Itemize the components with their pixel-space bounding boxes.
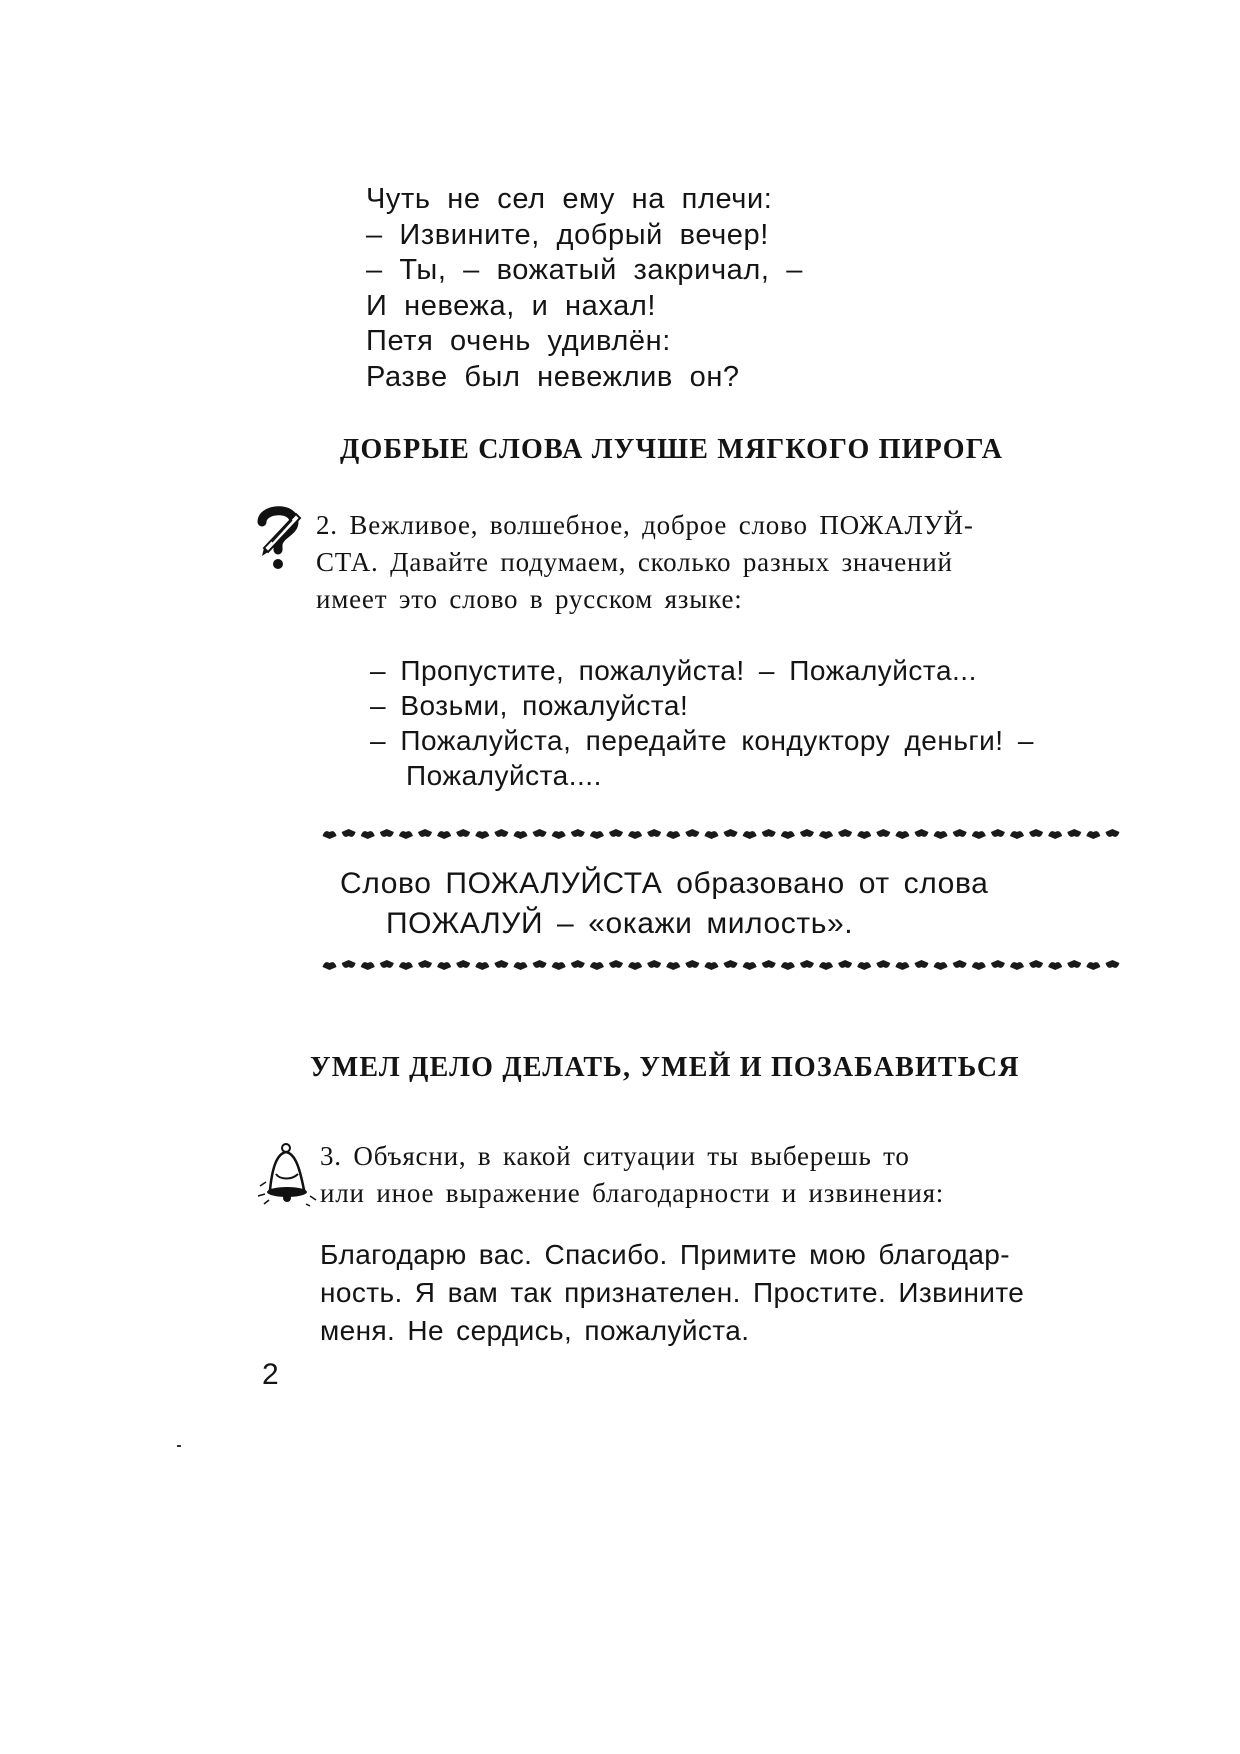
section-heading-kind-words: ДОБРЫЕ СЛОВА ЛУЧШЕ МЯГКОГО ПИРОГА [340, 434, 1004, 465]
ornament-mark [915, 829, 929, 837]
ornament-mark [991, 829, 1005, 837]
ornament-mark [552, 962, 566, 970]
ornament-mark [361, 831, 375, 839]
ornament-mark [781, 962, 795, 970]
task-3-text [320, 1138, 1140, 1212]
rule-box [340, 864, 1120, 944]
ornament-mark [895, 831, 909, 839]
ornament-mark [609, 960, 623, 968]
poem-line: Петя очень удивлён: [366, 325, 671, 357]
phrases-line: Благодарю вас. Спасибо. Примите мою благодар- [320, 1239, 1010, 1270]
ornament-mark [437, 962, 451, 970]
ornament-mark [399, 831, 413, 839]
phrases-line: меня. Не сердись, пожалуйста. [320, 1315, 750, 1346]
ornament-mark [666, 831, 680, 839]
ornament-mark [819, 831, 833, 839]
ornament-mark [685, 960, 699, 968]
ornament-mark [533, 960, 547, 968]
phrases [320, 1236, 1140, 1350]
ornament-mark [876, 960, 890, 968]
ornament-mark [533, 829, 547, 837]
ornament-mark [1048, 962, 1062, 970]
ornament-mark [876, 829, 890, 837]
ornament-mark [972, 962, 986, 970]
dialogue [370, 653, 1034, 793]
ornament-mark [972, 831, 986, 839]
ornament-mark [494, 829, 508, 837]
ornament-mark [475, 962, 489, 970]
ornament-mark [647, 829, 661, 837]
poem-line: – Ты, – вожатый закричал, – [366, 254, 803, 286]
ornament-mark [685, 829, 699, 837]
task-2-text [316, 507, 1136, 618]
task-line: или иное выражение благодарности и извинения: [320, 1178, 945, 1208]
ornament-mark [628, 962, 642, 970]
dialogue-line: – Возьми, пожалуйста! [370, 690, 689, 721]
ornament-mark [934, 962, 948, 970]
dialogue-line: – Пожалуйста, передайте кондуктору деньги! – [370, 725, 1034, 756]
ornament-mark [1105, 960, 1119, 968]
ornament-mark [1048, 831, 1062, 839]
ornament-mark [800, 829, 814, 837]
ornament-mark [781, 831, 795, 839]
ornament-mark [380, 960, 394, 968]
ornament-mark [838, 829, 852, 837]
ornament-mark [838, 960, 852, 968]
ornament-mark [666, 962, 680, 970]
ornament-mark [380, 829, 394, 837]
ornament-mark [342, 960, 356, 968]
ornament-mark [1067, 960, 1081, 968]
ornament-mark [1029, 960, 1043, 968]
ornament-mark [418, 829, 432, 837]
ornament-mark [953, 829, 967, 837]
scan-speck [177, 1445, 181, 1447]
ornament-mark [571, 829, 585, 837]
ornament-mark [857, 831, 871, 839]
ornament-mark [514, 831, 528, 839]
ornament-mark [399, 962, 413, 970]
ornament-mark [1086, 831, 1100, 839]
ornament-mark [475, 831, 489, 839]
ornament-mark [762, 829, 776, 837]
ornament-mark [1010, 962, 1024, 970]
ornament-mark [647, 960, 661, 968]
task-line: СТА. Давайте подумаем, сколько разных значений [316, 547, 953, 577]
poem-line: И невежа, и нахал! [366, 289, 657, 322]
task-line: 2. Вежливое, волшебное, доброе слово ПОЖАЛУЙ- [316, 510, 974, 540]
poem-line: – Извините, добрый вечер! [366, 218, 769, 251]
ornament-mark [1086, 962, 1100, 970]
ornament-mark [456, 960, 470, 968]
ornament-mark [704, 831, 718, 839]
question-pen-icon [254, 504, 302, 574]
ornament-mark [590, 831, 604, 839]
ornament-mark [1105, 829, 1119, 837]
ornament-mark [743, 962, 757, 970]
ornament-mark [418, 960, 432, 968]
ornament-mark [456, 829, 470, 837]
phrases-line: ность. Я вам так признателен. Простите. Извините [320, 1277, 1025, 1308]
ornament-mark [1067, 829, 1081, 837]
ornament-mark [704, 962, 718, 970]
ornament-mark [724, 829, 738, 837]
ornament-mark [895, 962, 909, 970]
ornament-mark [953, 960, 967, 968]
ornament-border-top [320, 827, 1122, 841]
rule-line: ПОЖАЛУЙ – «окажи милость». [386, 907, 854, 940]
ornament-mark [361, 962, 375, 970]
ornament-mark [590, 962, 604, 970]
ornament-mark [571, 960, 585, 968]
ornament-mark [991, 960, 1005, 968]
ornament-mark [437, 831, 451, 839]
poem-line: Чуть не сел ему на плечи: [366, 183, 773, 215]
ornament-mark [1010, 831, 1024, 839]
ornament-mark [915, 960, 929, 968]
task-line: 3. Объясни, в какой ситуации ты выберешь то [320, 1141, 910, 1171]
ornament-mark [323, 831, 337, 839]
ornament-mark [800, 960, 814, 968]
page-number: 2 [262, 1358, 279, 1391]
ornament-mark [609, 829, 623, 837]
ornament-mark [724, 960, 738, 968]
bell-icon [256, 1140, 320, 1208]
ornament-mark [1029, 829, 1043, 837]
ornament-mark [628, 831, 642, 839]
ornament-mark [857, 962, 871, 970]
dialogue-line: – Пропустите, пожалуйста! – Пожалуйста... [370, 655, 977, 686]
ornament-border-bottom [320, 958, 1122, 972]
ornament-mark [762, 960, 776, 968]
ornament-mark [342, 829, 356, 837]
ornament-mark [323, 962, 337, 970]
ornament-mark [819, 962, 833, 970]
rule-line: Слово ПОЖАЛУЙСТА образовано от слова [340, 867, 989, 900]
dialogue-line: Пожалуйста.... [406, 760, 602, 791]
poem [366, 182, 803, 395]
ornament-mark [494, 960, 508, 968]
poem-line: Разве был невежлив он? [366, 360, 740, 393]
ornament-mark [934, 831, 948, 839]
ornament-mark [743, 831, 757, 839]
ornament-mark [514, 962, 528, 970]
ornament-mark [552, 831, 566, 839]
task-line: имеет это слово в русском языке: [316, 584, 743, 614]
section-heading-work-and-play: УМЕЛ ДЕЛО ДЕЛАТЬ, УМЕЙ И ПОЗАБАВИТЬСЯ [310, 1052, 1020, 1083]
